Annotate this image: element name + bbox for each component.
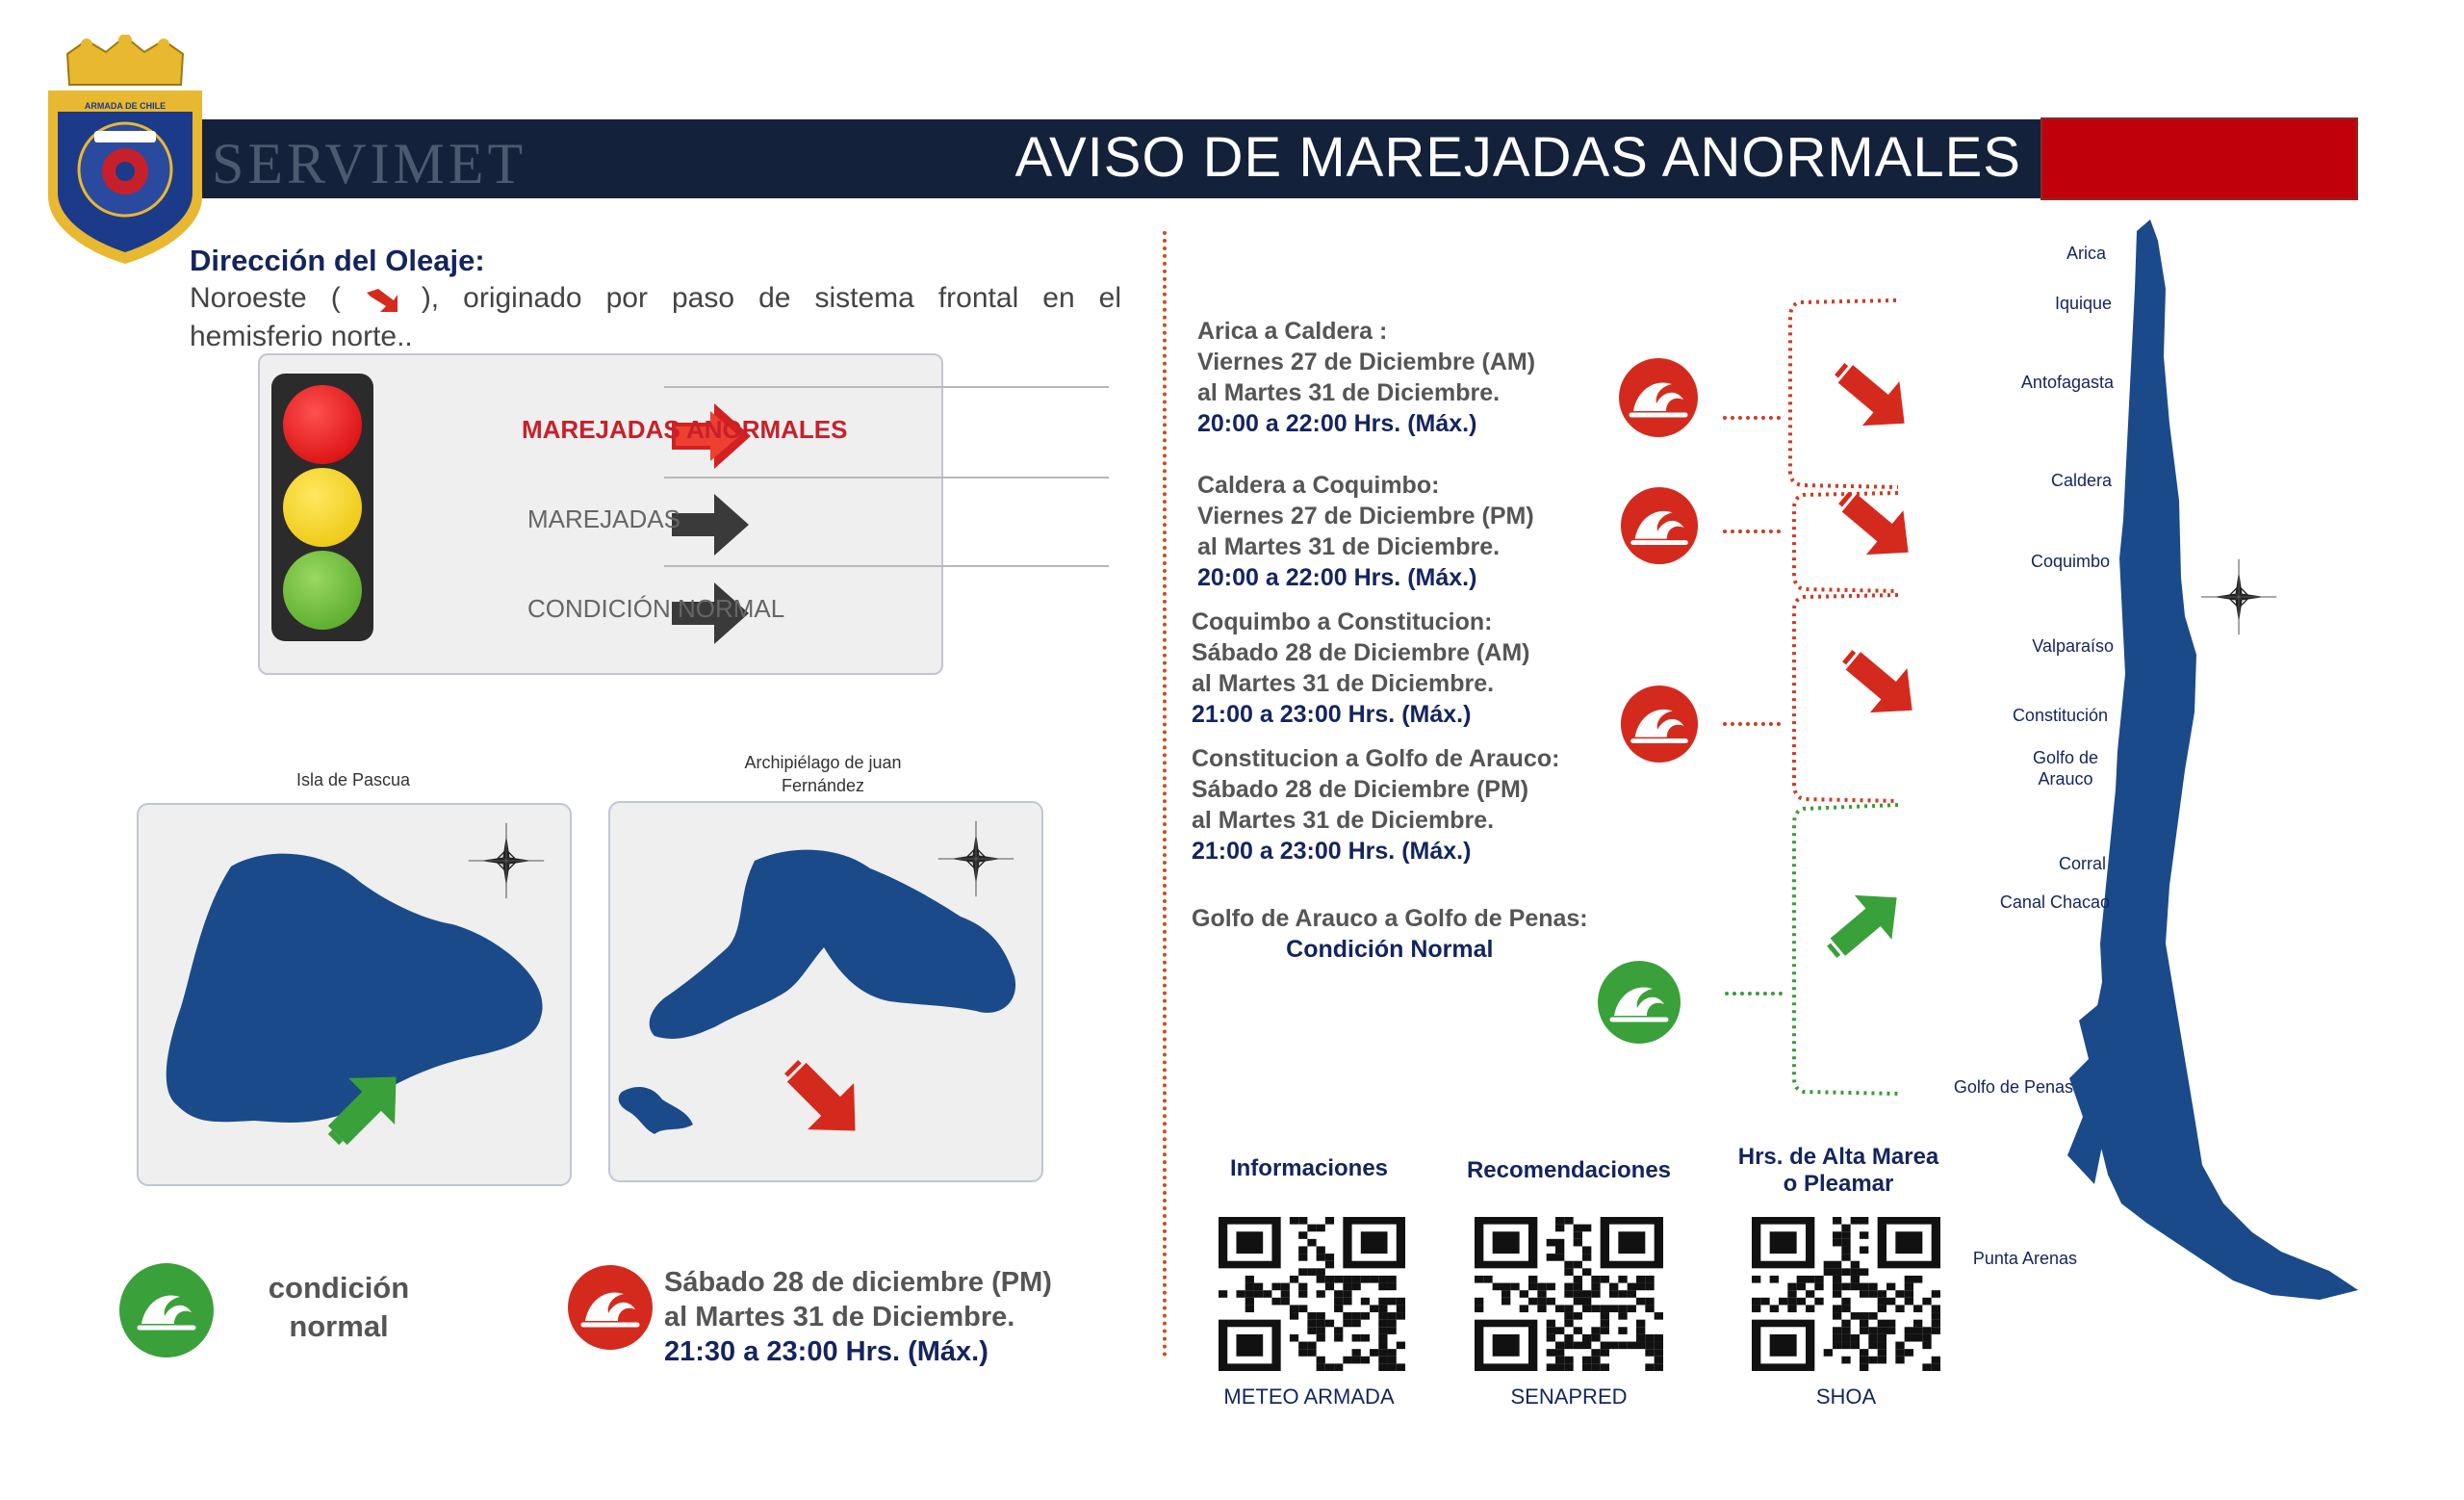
robinson-crusoe-island-shape [650, 850, 1015, 1039]
zone-coquimbo-constitucion [1192, 607, 1529, 730]
city-golfo-arauco-line2: Arauco [2038, 769, 2093, 789]
abnormal-wave-icon [1619, 485, 1700, 566]
qr-label-shoa: SHOA [1815, 1384, 1877, 1409]
zone-name: Arica a Caldera : [1197, 318, 1388, 345]
qr-code-senapred[interactable] [1475, 1217, 1663, 1371]
direction-arrow-icon [365, 287, 398, 312]
qr-label-meteo: METEO ARMADA [1223, 1384, 1395, 1409]
zone-end: al Martes 31 de Diciembre. [1197, 533, 1501, 560]
city-valparaiso: Valparaíso [2032, 636, 2114, 656]
zone-start: Viernes 27 de Diciembre (PM) [1197, 503, 1534, 530]
qr-heading-tides-line2: o Pleamar [1783, 1171, 1894, 1197]
fernandez-title-line1: Archipiélago de juan [744, 753, 902, 772]
fernandez-map [610, 803, 1041, 1180]
city-golfo-arauco-line1: Golfo de [2032, 748, 2098, 767]
city-golfo-penas: Golfo de Penas [1953, 1077, 2073, 1097]
normal-condition-icon [117, 1261, 216, 1359]
qr-code-shoa[interactable] [1752, 1217, 1940, 1371]
legend-divider [664, 565, 1109, 567]
legend-label-normal: CONDICIÓN NORMAL [527, 594, 785, 623]
abnormal-wave-icon [1617, 356, 1700, 439]
normal-wave-icon [1596, 959, 1682, 1046]
zone-start: Viernes 27 de Diciembre (AM) [1197, 349, 1536, 375]
city-constitucion: Constitución [2012, 706, 2108, 725]
pascua-map-panel [137, 803, 572, 1186]
direction-description [190, 279, 1121, 356]
green-lamp [283, 551, 362, 630]
brand-name: SERVIMET [212, 132, 527, 195]
island-warning-text [664, 1265, 1052, 1369]
abnormal-wave-icon [566, 1263, 654, 1352]
zone-end: al Martes 31 de Diciembre. [1197, 379, 1501, 406]
direction-title: Dirección del Oleaje: [190, 244, 485, 277]
fernandez-title-line2: Fernández [781, 776, 865, 795]
zone-start: Sábado 28 de Diciembre (PM) [1192, 776, 1529, 803]
city-caldera: Caldera [2050, 471, 2112, 490]
normal-condition-line2: normal [289, 1309, 389, 1343]
city-coquimbo: Coquimbo [2030, 552, 2110, 571]
legend-divider [664, 386, 1109, 388]
zone-caldera-coquimbo [1197, 470, 1534, 593]
direction-text-start: Noroeste ( [190, 282, 341, 314]
pascua-title: Isla de Pascua [295, 770, 411, 789]
pascua-map [139, 805, 570, 1184]
red-wave-arrow-icon [768, 1044, 879, 1154]
qr-heading-recommendations: Recomendaciones [1466, 1157, 1672, 1183]
city-corral: Corral [2058, 854, 2106, 873]
zone-name: Caldera a Coquimbo: [1197, 472, 1440, 499]
zone-hours: 20:00 a 22:00 Hrs. (Máx.) [1197, 410, 1477, 437]
zone-name: Constitucion a Golfo de Arauco: [1192, 745, 1560, 772]
page-title: AVISO DE MAREJADAS ANORMALES [1014, 126, 2021, 189]
zone-name: Golfo de Arauco a Golfo de Penas: [1192, 905, 1588, 932]
abnormal-wave-icon [1619, 684, 1700, 764]
compass-rose-icon [2201, 559, 2276, 634]
legend-label-swell: MAREJADAS [527, 504, 680, 533]
compass-rose-icon [938, 821, 1014, 896]
zone-arauco-penas [1192, 903, 1588, 965]
city-punta-arenas: Punta Arenas [1972, 1249, 2077, 1268]
header-alert-box [2040, 117, 2358, 200]
red-wave-arrow-icon [1825, 637, 1940, 734]
direction-text-end: ), originado por paso de sistema frontal en el [421, 282, 1121, 314]
compass-rose-icon [469, 823, 544, 898]
zone-name: Coquimbo a Constitucion: [1192, 608, 1493, 635]
legend-divider [664, 477, 1109, 478]
red-wave-arrow-icon [1821, 479, 1937, 576]
navy-crest-logo [38, 35, 212, 266]
city-arica: Arica [2066, 244, 2106, 263]
qr-heading-info: Informaciones [1229, 1155, 1389, 1181]
connector-line [1725, 992, 1783, 996]
connector-line [1723, 416, 1781, 420]
direction-text-line2: hemisferio norte.. [190, 321, 413, 352]
qr-heading-tides [1713, 1144, 1964, 1198]
zone-hours: 21:00 a 23:00 Hrs. (Máx.) [1192, 701, 1472, 728]
normal-condition-line1: condición [268, 1271, 410, 1305]
legend-dark-arrow-icon [672, 490, 753, 559]
island-warning-end: al Martes 31 de Diciembre. [664, 1302, 1015, 1332]
zone-status: Condición Normal [1286, 936, 1494, 963]
crest-text: ARMADA DE CHILE [84, 101, 167, 111]
red-lamp [283, 385, 362, 464]
santa-clara-island-shape [619, 1087, 693, 1134]
qr-heading-tides-line1: Hrs. de Alta Marea [1737, 1144, 1939, 1170]
city-canal-chacao: Canal Chacao [1999, 892, 2110, 912]
legend-label-abnormal: MAREJADAS ANORMALES [522, 415, 848, 444]
chile-territory-shape [2089, 220, 2358, 1300]
fernandez-map-panel [608, 801, 1043, 1182]
connector-line [1723, 722, 1781, 726]
zone-hours: 21:00 a 23:00 Hrs. (Máx.) [1192, 838, 1472, 865]
qr-label-senapred: SENAPRED [1510, 1384, 1628, 1409]
zone-hours: 20:00 a 22:00 Hrs. (Máx.) [1197, 564, 1477, 591]
yellow-lamp [283, 468, 362, 547]
connector-line [1723, 530, 1781, 533]
island-warning-start: Sábado 28 de diciembre (PM) [664, 1267, 1052, 1298]
qr-code-meteo[interactable] [1219, 1217, 1405, 1371]
traffic-light [271, 374, 373, 641]
section-divider [1163, 231, 1167, 1358]
red-wave-arrow-icon [1817, 350, 1933, 447]
island-warning-hours: 21:30 a 23:00 Hrs. (Máx.) [664, 1336, 988, 1367]
zone-end: al Martes 31 de Diciembre. [1192, 807, 1495, 834]
zone-start: Sábado 28 de Diciembre (AM) [1192, 639, 1530, 666]
normal-condition-label [243, 1269, 435, 1346]
city-golfo-arauco [2033, 747, 2098, 789]
city-iquique: Iquique [2054, 294, 2112, 313]
city-antofagasta: Antofagasta [2020, 373, 2114, 392]
green-wave-arrow-icon [1810, 874, 1925, 970]
zone-arica-caldera [1197, 316, 1535, 439]
zone-constitucion-arauco [1192, 743, 1559, 866]
zone-end: al Martes 31 de Diciembre. [1192, 670, 1495, 697]
